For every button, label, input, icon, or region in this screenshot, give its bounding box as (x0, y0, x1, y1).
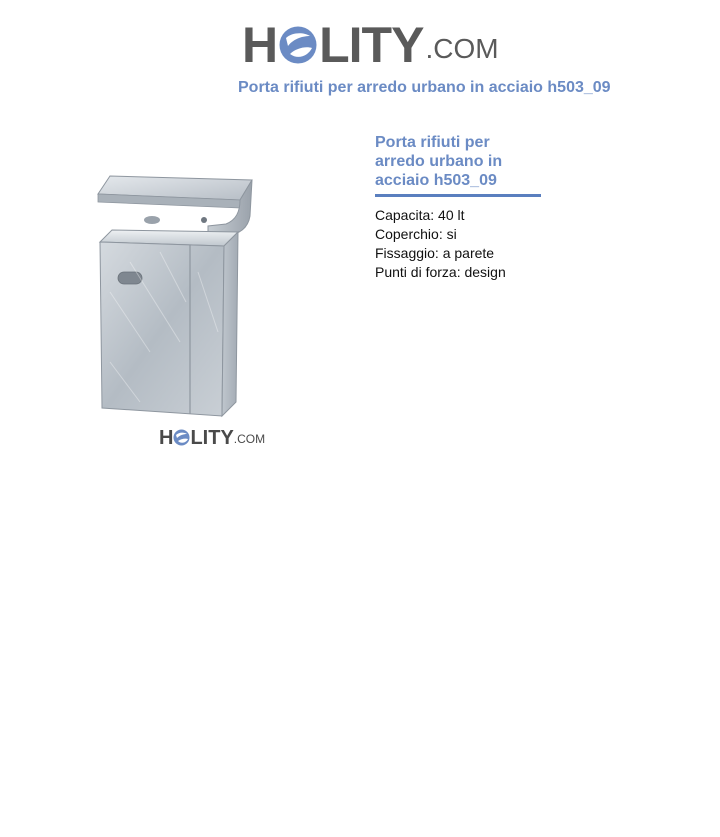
product-specs (375, 206, 506, 282)
watermark-letter-h: H (159, 427, 174, 449)
spec-mounting: Fissaggio: a parete (375, 245, 495, 261)
holity-logo[interactable] (242, 12, 499, 73)
page-title: Porta rifiuti per arredo urbano in acciaio h503_09 (238, 79, 611, 96)
title-underline (375, 194, 541, 197)
logo-wordmark (242, 17, 424, 73)
spec-lid: Coperchio: si (375, 226, 457, 242)
watermark-suffix: .COM (233, 432, 266, 446)
watermark-wordmark (159, 428, 234, 448)
logo-globe-icon (278, 24, 318, 66)
image-watermark-logo (159, 428, 265, 448)
logo-letter-h: H (242, 17, 278, 73)
spec-capacity: Capacita: 40 lt (375, 207, 465, 223)
product-title: Porta rifiuti per arredo urbano in acciaio h503_09 (375, 134, 503, 189)
product-image (40, 112, 340, 457)
logo-letters-lity: LITY (319, 17, 424, 73)
spec-strengths: Punti di forza: design (375, 264, 506, 280)
watermark-globe-icon (173, 429, 190, 446)
logo-suffix: .COM (425, 33, 499, 64)
watermark-letters-lity: LITY (190, 427, 234, 449)
